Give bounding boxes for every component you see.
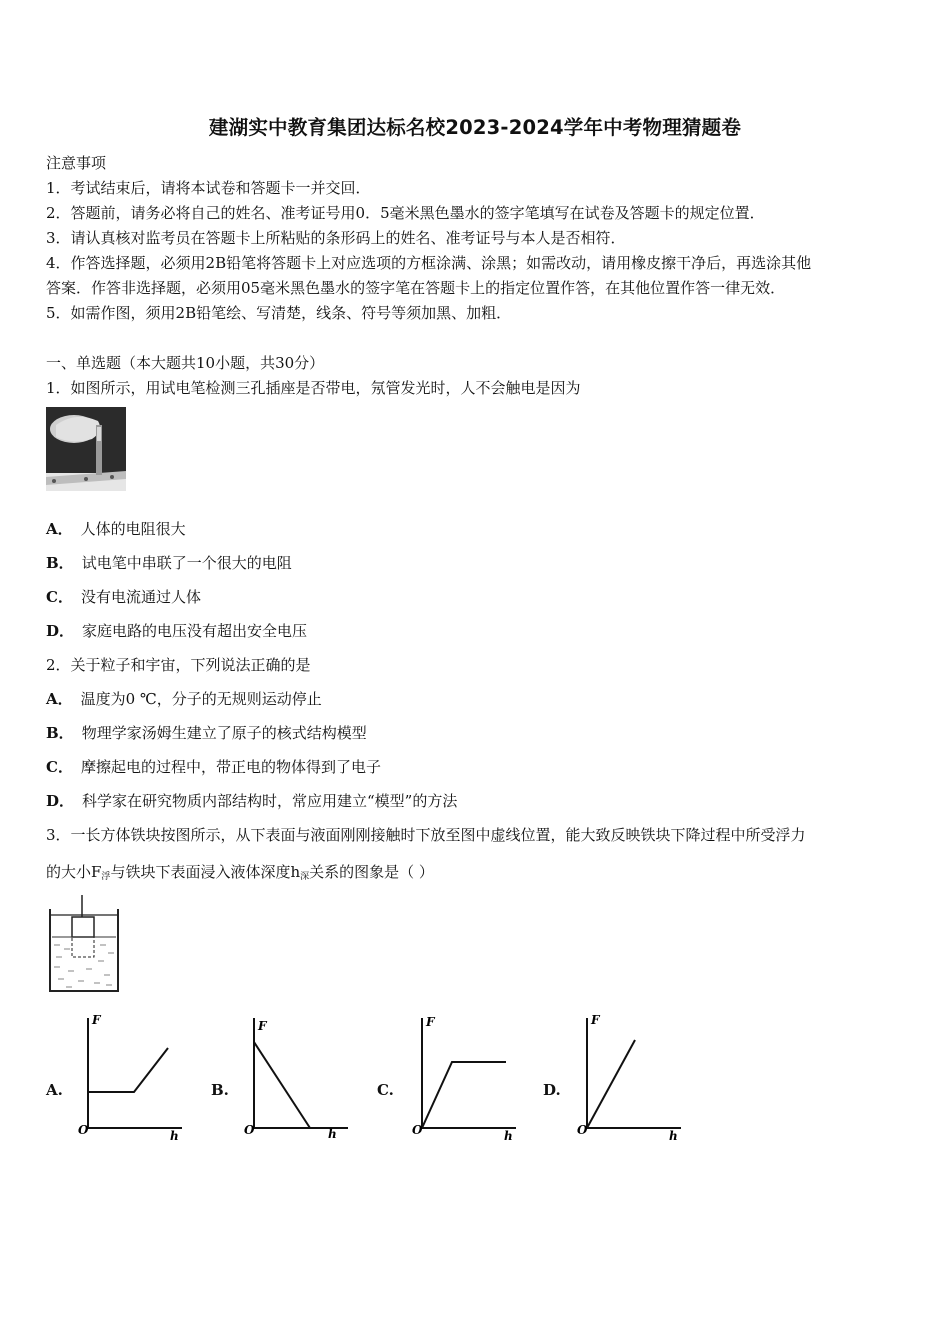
q1-option-c: C． 没有电流通过人体 xyxy=(46,588,201,606)
question-3-stem: 3．一长方体铁块按图所示，从下表面与液面刚刚接触时下放至图中虚线位置，能大致反映铁块下降过程中所受浮力 xyxy=(46,826,806,844)
origin-label: O xyxy=(577,1123,588,1137)
notice-item: 2．答题前，请务必将自己的姓名、准考证号用0．5毫米黑色墨水的签字笔填写在试卷及答题卡的规定位置． xyxy=(46,204,765,222)
question-3-stem-line2: 的大小$F_浮$与铁块下表面浸入液体深度$h_深$关系的图象是（ ） xyxy=(46,863,434,882)
q2-option-c: C． 摩擦起电的过程中，带正电的物体得到了电子 xyxy=(46,758,381,776)
q1-option-a: A． 人体的电阻很大 xyxy=(46,520,186,538)
graph-label-c: C. xyxy=(377,1081,394,1099)
graph-d xyxy=(575,1010,685,1145)
axis-y-label: F xyxy=(92,1013,101,1027)
graph-label-b: B. xyxy=(211,1081,229,1099)
q2-option-b: B． 物理学家汤姆生建立了原子的核式结构模型 xyxy=(46,724,367,742)
axis-x-label: h xyxy=(170,1129,179,1143)
graph-a xyxy=(76,1010,186,1145)
axis-x-label: h xyxy=(669,1129,678,1143)
question-2-stem: 2．关于粒子和宇宙，下列说法正确的是 xyxy=(46,656,311,674)
beaker-diagram xyxy=(46,895,122,995)
test-pencil-photo xyxy=(46,407,126,491)
origin-label: O xyxy=(78,1123,89,1137)
axis-y-label: F xyxy=(591,1013,600,1027)
q1-option-b: B． 试电笔中串联了一个很大的电阻 xyxy=(46,554,292,572)
q2-option-a: A． 温度为0 ℃，分子的无规则运动停止 xyxy=(46,690,322,708)
graph-label-d: D. xyxy=(543,1081,561,1099)
axis-y-label: F xyxy=(258,1019,267,1033)
graph-c xyxy=(408,1010,518,1145)
q1-option-d: D． 家庭电路的电压没有超出安全电压 xyxy=(46,622,308,640)
notice-item: 3．请认真核对监考员在答题卡上所粘贴的条形码上的姓名、准考证号与本人是否相符． xyxy=(46,229,626,247)
graph-b xyxy=(242,1010,352,1145)
notice-item: 5．如需作图，须用2B铅笔绘、写清楚，线条、符号等须加黑、加粗． xyxy=(46,304,512,322)
origin-label: O xyxy=(244,1123,255,1137)
notice-item: 1．考试结束后，请将本试卷和答题卡一并交回． xyxy=(46,179,371,197)
section-heading: 一、单选题（本大题共10小题，共30分） xyxy=(46,354,325,372)
axis-x-label: h xyxy=(504,1129,513,1143)
page-title: 建湖实中教育集团达标名校2023-2024学年中考物理猜题卷 xyxy=(208,116,742,139)
axis-y-label: F xyxy=(426,1015,435,1029)
graph-label-a: A. xyxy=(46,1081,63,1099)
notice-item: 4．作答选择题，必须用2B铅笔将答题卡上对应选项的方框涂满、涂黑；如需改动，请用橡皮擦干净后，再选涂其他 xyxy=(46,254,812,272)
axis-x-label: h xyxy=(328,1127,337,1141)
origin-label: O xyxy=(412,1123,423,1137)
question-1-stem: 1．如图所示，用试电笔检测三孔插座是否带电，氖管发光时，人不会触电是因为 xyxy=(46,379,581,397)
notice-heading: 注意事项 xyxy=(46,154,107,172)
notice-item: 答案．作答非选择题，必须用05毫米黑色墨水的签字笔在答题卡上的指定位置作答，在其他位置作答一律无效． xyxy=(46,279,786,297)
q2-option-d: D． 科学家在研究物质内部结构时，常应用建立“模型”的方法 xyxy=(46,792,458,810)
